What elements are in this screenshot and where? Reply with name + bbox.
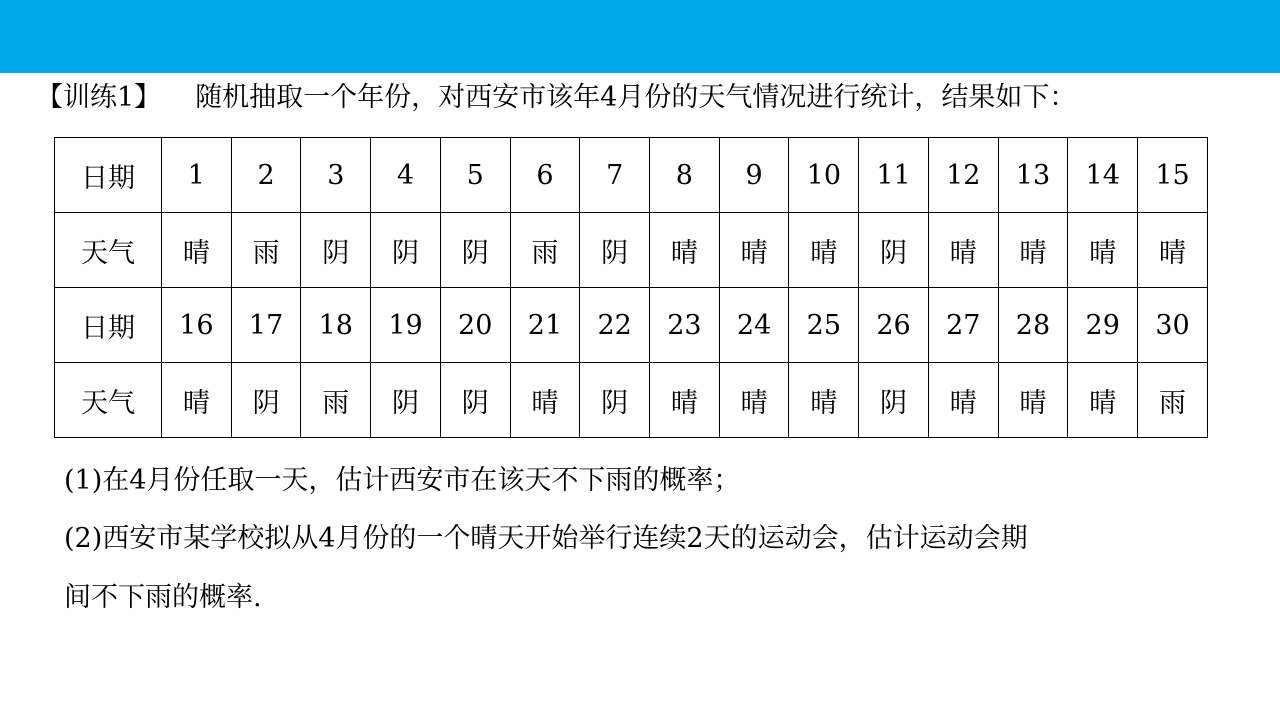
table-cell: 晴 <box>162 213 232 288</box>
table-cell: 10 <box>789 138 859 213</box>
table-row <box>55 213 1208 288</box>
table-cell: 阴 <box>440 363 510 438</box>
table-cell: 阴 <box>859 363 929 438</box>
table-row <box>55 363 1208 438</box>
table-cell: 阴 <box>580 213 650 288</box>
table-cell: 11 <box>859 138 929 213</box>
weather-table <box>54 137 1208 438</box>
table-cell: 29 <box>1068 288 1138 363</box>
table-cell: 4 <box>371 138 441 213</box>
table-cell: 18 <box>301 288 371 363</box>
table-cell: 16 <box>162 288 232 363</box>
table-cell: 阴 <box>440 213 510 288</box>
table-row <box>55 288 1208 363</box>
table-cell: 晴 <box>928 213 998 288</box>
table-cell: 28 <box>998 288 1068 363</box>
table-cell: 阴 <box>371 363 441 438</box>
table-cell: 27 <box>928 288 998 363</box>
table-cell: 12 <box>928 138 998 213</box>
table-cell: 13 <box>998 138 1068 213</box>
table-cell: 晴 <box>719 363 789 438</box>
table-cell: 14 <box>1068 138 1138 213</box>
table-cell: 阴 <box>231 363 301 438</box>
table-cell: 2 <box>231 138 301 213</box>
problem-label: 【训练1】 <box>36 82 162 113</box>
table-cell: 雨 <box>301 363 371 438</box>
table-cell: 7 <box>580 138 650 213</box>
row-header: 日期 <box>55 288 162 363</box>
table-cell: 晴 <box>650 363 720 438</box>
table-cell: 20 <box>440 288 510 363</box>
table-cell: 6 <box>510 138 580 213</box>
row-header: 日期 <box>55 138 162 213</box>
table-cell: 晴 <box>998 213 1068 288</box>
table-cell: 阴 <box>580 363 650 438</box>
table-cell: 阴 <box>301 213 371 288</box>
header-bar <box>0 0 1280 73</box>
row-header: 天气 <box>55 363 162 438</box>
table-cell: 晴 <box>1138 213 1208 288</box>
table-cell: 晴 <box>1068 213 1138 288</box>
table-cell: 晴 <box>510 363 580 438</box>
table-cell: 晴 <box>789 363 859 438</box>
table-cell: 30 <box>1138 288 1208 363</box>
table-cell: 晴 <box>789 213 859 288</box>
question-2-line-1: (2)西安市某学校拟从4月份的一个晴天开始举行连续2天的运动会，估计运动会期 <box>64 523 1028 554</box>
table-cell: 26 <box>859 288 929 363</box>
table-cell: 晴 <box>1068 363 1138 438</box>
table-cell: 19 <box>371 288 441 363</box>
table-cell: 晴 <box>650 213 720 288</box>
question-2-line-2: 间不下雨的概率. <box>64 582 262 613</box>
row-header: 天气 <box>55 213 162 288</box>
table-cell: 21 <box>510 288 580 363</box>
table-cell: 3 <box>301 138 371 213</box>
table-cell: 晴 <box>998 363 1068 438</box>
problem-intro <box>36 78 1256 118</box>
table-cell: 24 <box>719 288 789 363</box>
question-1: (1)在4月份任取一天，估计西安市在该天不下雨的概率； <box>64 465 741 496</box>
table-row <box>55 138 1208 213</box>
table-cell: 8 <box>650 138 720 213</box>
table-cell: 17 <box>231 288 301 363</box>
table-cell: 9 <box>719 138 789 213</box>
table-cell: 阴 <box>859 213 929 288</box>
table-cell: 22 <box>580 288 650 363</box>
problem-intro-text: 随机抽取一个年份，对西安市该年4月份的天气情况进行统计，结果如下： <box>195 82 1077 113</box>
table-cell: 15 <box>1138 138 1208 213</box>
table-cell: 1 <box>162 138 232 213</box>
table-cell: 23 <box>650 288 720 363</box>
table-cell: 晴 <box>162 363 232 438</box>
table-cell: 雨 <box>231 213 301 288</box>
table-cell: 25 <box>789 288 859 363</box>
table-cell: 雨 <box>1138 363 1208 438</box>
table-cell: 5 <box>440 138 510 213</box>
table-cell: 阴 <box>371 213 441 288</box>
table-cell: 雨 <box>510 213 580 288</box>
table-cell: 晴 <box>719 213 789 288</box>
table-cell: 晴 <box>928 363 998 438</box>
